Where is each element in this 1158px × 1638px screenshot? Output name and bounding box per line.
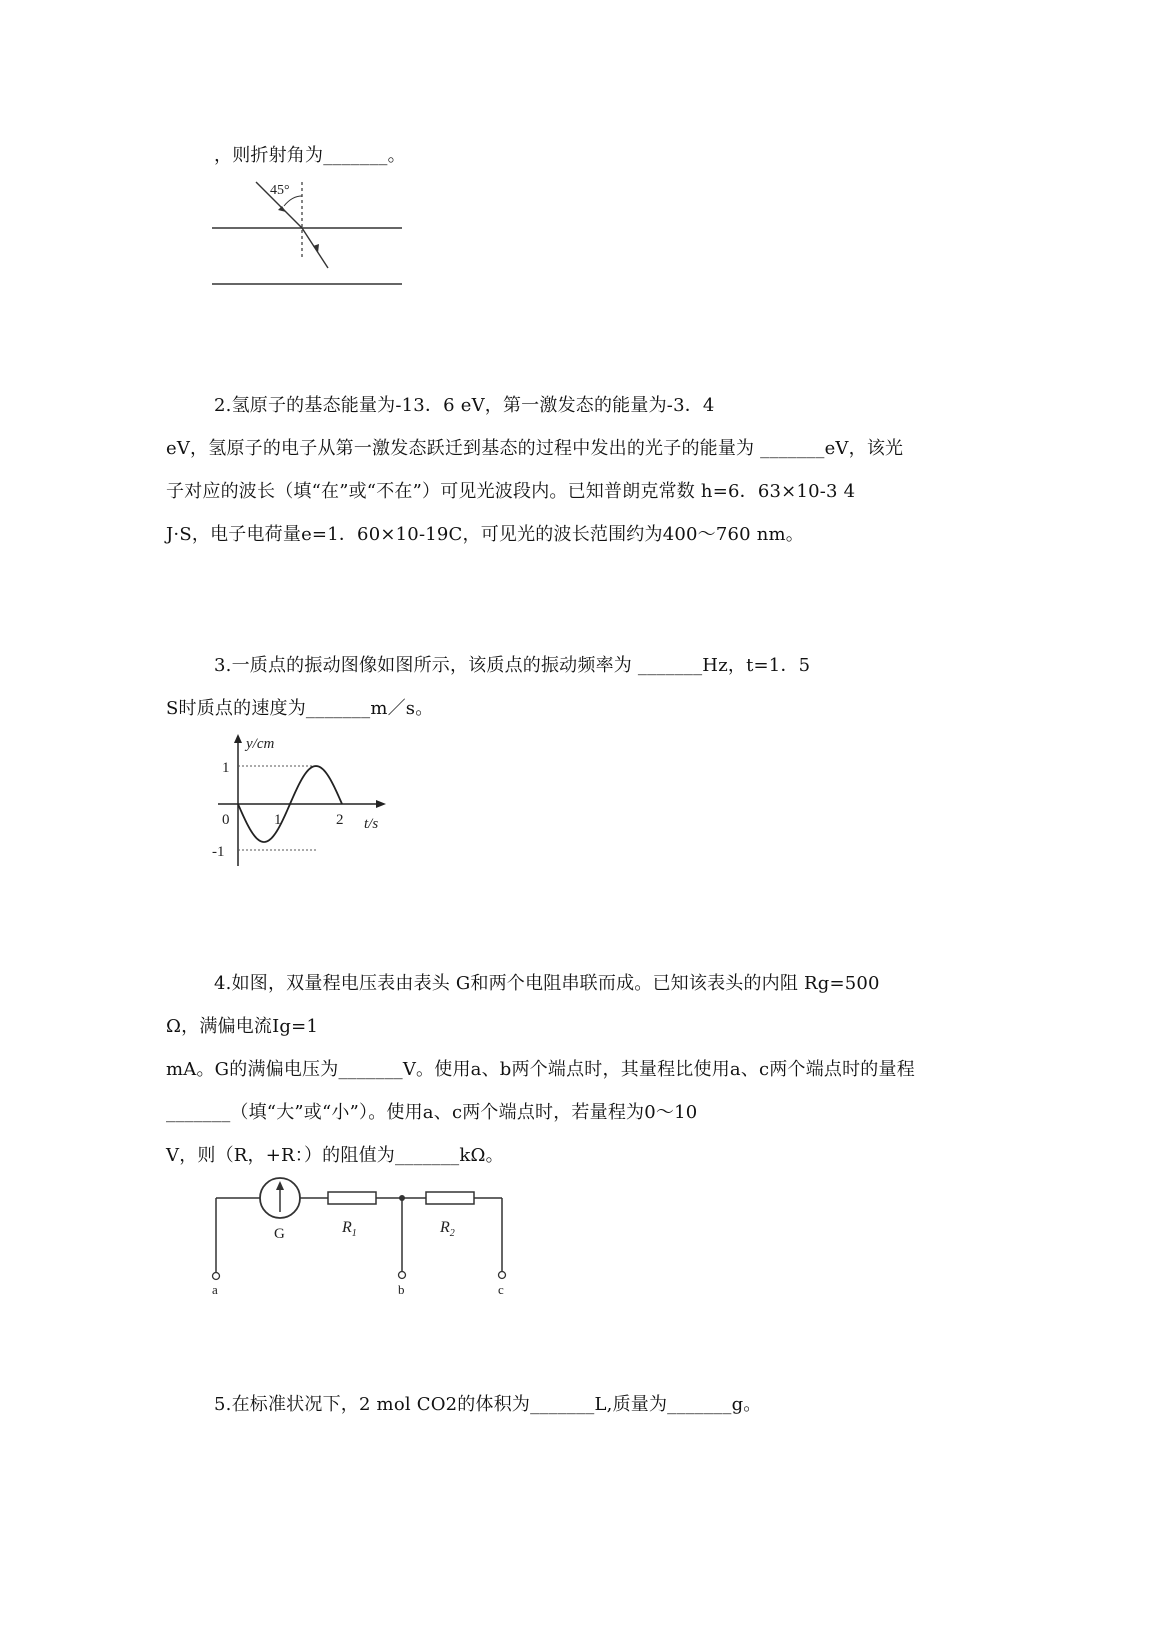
circuit-diagram [206, 1176, 510, 1300]
y-axis-label: y/cm [246, 736, 275, 752]
terminal-c-label: c [498, 1282, 504, 1297]
terminal-b-node [399, 1272, 406, 1279]
q3-text-line-1: 3.一质点的振动图像如图所示，该质点的振动频率为 _______Hz，t=1．5 [214, 655, 811, 676]
q4-text-line-1: 4.如图，双量程电压表由表头 G和两个电阻串联而成。已知该表头的内阻 Rg=500 [214, 973, 880, 994]
q2-text-line-2: eV，氢原子的电子从第一激发态跃迁到基态的过程中发出的光子的能量为 _______eV，该光 [166, 438, 904, 459]
x-tick-2: 2 [336, 812, 344, 828]
q4-text-line-2: Ω，满偏电流Ig=1 [166, 1016, 319, 1037]
y-tick-pos: 1 [222, 760, 230, 776]
terminal-a-label: a [212, 1282, 218, 1297]
q2-text-line-3: 子对应的波长（填“在”或“不在”）可见光波段内。已知普朗克常数 h=6．63×10-3 4 [166, 481, 856, 502]
q4-text-line-5: V，则（R，+R：）的阻值为_______kΩ。 [166, 1145, 504, 1166]
q3-text-line-2: S时质点的速度为_______m／s。 [166, 698, 434, 719]
origin-label: 0 [222, 812, 230, 828]
refraction-figure [212, 180, 404, 290]
resistor-r1 [328, 1192, 376, 1204]
r2-label: $R_2$ [440, 1219, 455, 1239]
terminal-a-node [213, 1273, 220, 1280]
q4-text-line-3: mA。G的满偏电压为_______V。使用a、b两个端点时，其量程比使用a、c两个端点时的量程 [166, 1059, 915, 1080]
terminal-b-label: b [398, 1282, 405, 1297]
q4-text-line-4: _______（填“大”或“小”）。使用a、c两个端点时，若量程为0～10 [166, 1102, 698, 1123]
x-tick-1: 1 [274, 812, 282, 828]
meter-label: G [274, 1226, 285, 1242]
r1-label: $R_1$ [342, 1219, 357, 1239]
q1-text-line-1: ，则折射角为_______。 [214, 145, 406, 166]
incident-arrow-icon [278, 206, 286, 212]
angle-label: 45° [270, 183, 290, 198]
terminal-c-node [499, 1272, 506, 1279]
y-tick-neg: -1 [212, 844, 225, 860]
q2-text-line-4: J·S，电子电荷量e=1．60×10-19C，可见光的波长范围约为400～760 nm。 [166, 524, 804, 545]
q2-text-line-1: 2.氢原子的基态能量为-13．6 eV，第一激发态的能量为-3．4 [214, 395, 715, 416]
y-axis-arrow-icon [234, 734, 242, 743]
resistor-r2 [426, 1192, 474, 1204]
x-axis-arrow-icon [376, 800, 386, 808]
q5-text-line-1: 5.在标准状况下，2 mol CO2的体积为_______L,质量为_______g。 [214, 1394, 762, 1415]
vibration-graph [204, 732, 390, 870]
x-axis-label: t/s [364, 816, 379, 832]
